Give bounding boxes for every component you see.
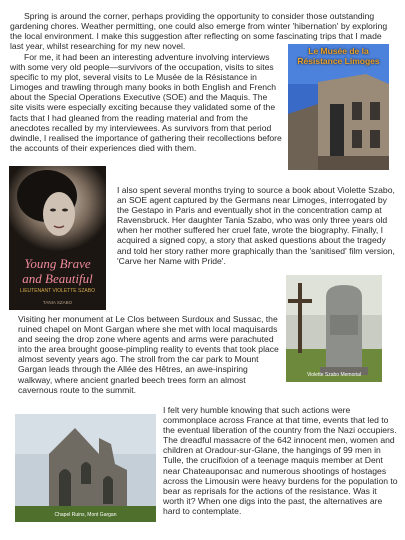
intro-paragraph: Spring is around the corner, perhaps providing the opportunity to consider those outstanding gardening chores. Weather permitting, one could also emerge from winter 'hibernation' by exploring the local environment. I make this suggestion after reflecting on some fascinating trips that I made last year, whilst researching for my new novel. (10, 11, 388, 52)
book-author: TANIA SZABO (42, 300, 73, 305)
memorial-photo (286, 275, 382, 382)
gargan-paragraph: Visiting her monument at Le Clos between Surdoux and Sussac, the ruined chapel on Mont Gargan where she met with local maquisards and seeing the drop zone where agents and arms were parachuted into the area brought goose-pimpling reality to events that took place almost seventy years ago. The stroll from the car park to Mount Gargan leads through the Allée des Hêtres, an awe-inspiring walkway, where ancient gnarled beech trees form an almost cavernous route to the summit. (18, 314, 279, 395)
research-paragraph: For me, it had been an interesting adventure involving interviews with some very old people—survivors of the occupation, visits to sites specific to my plot, several visits to Le Musée de la Résistance in Limoges and trawling through many books in both English and French about the Special Operations Executive (SOE) and the Maquis. The site visits were especially exciting because they validated some of the facts that I had gleaned from the reading material and from the anecdotes recalled by my interviewees. As survivors from that period dwindle, I realised the importance of gathering their recollections before the accounts of their experiences died with them. (10, 52, 282, 153)
book-title-line2: and Beautiful (22, 271, 93, 286)
szabo-paragraph: I also spent several months trying to source a book about Violette Szabo, an SOE agent captured by the Germans near Limoges, interrogated by the Gestapo in Paris and eventually shot in the concentration camp at Ravensbruck. Her daughter Tania Szabo, who was only three years old when her mother suffered her cruel fate, wrote the biography. Finally, I acquired a signed copy, a story that asked questions about the tragedy and told her story rather more graphically than the 'sanitised' film version, 'Carve her Name with Pride'. (117, 185, 395, 266)
museum-photo (288, 44, 389, 170)
book-cover (9, 166, 106, 310)
memorial-caption: Violette Szabo Memorial (306, 372, 362, 378)
book-subtitle: LIEUTENANT VIOLETTE SZABO (20, 288, 95, 294)
book-title-line1: Young Brave (24, 256, 91, 271)
humble-paragraph: I felt very humble knowing that such actions were commonplace across France at that time, events that led to the eventual liberation of the country from the Nazi occupiers. The dreadful massacre of the 642 innocent men, women and children at Oradour-sur-Glane, the hangings of 99 men in Tulle, the crucifixion of a teenage maquis member at Dent near Chateauponsac and numerous shootings of hostages across the Limousin were heavy burdens for the population to bear as reprisals for the actions of the resistance. Was it worth it? When one digs into the past, the alternatives are hard to contemplate. (163, 405, 398, 516)
museum-label: Le Musée de la Résistance Limoges (297, 46, 380, 66)
chapel-photo (15, 414, 156, 522)
chapel-caption: Chapel Ruins, Mont Gargan (54, 512, 117, 518)
